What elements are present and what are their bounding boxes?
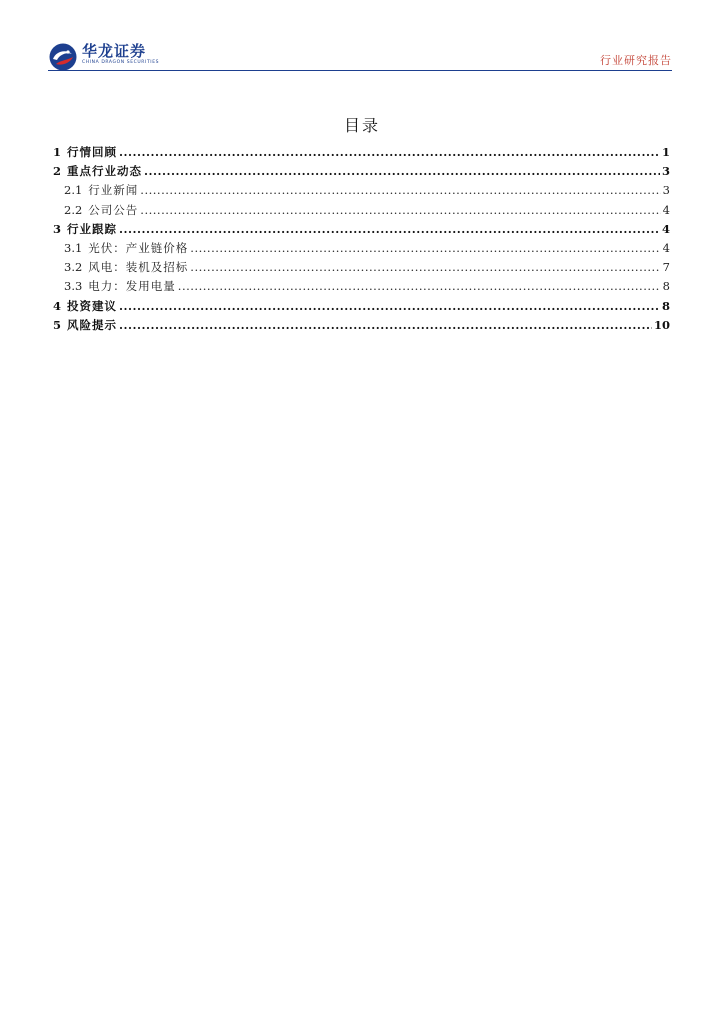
toc-entry-number: 5 [53, 317, 62, 332]
toc-dot-leader [119, 316, 652, 335]
toc-entry-label: 行业新闻 [88, 183, 139, 198]
toc-dot-leader [119, 143, 660, 162]
brand-logo [48, 42, 159, 72]
toc-entry-label: 光伏：产业链价格 [88, 240, 189, 255]
toc-entry-page: 3 [662, 183, 670, 198]
toc-dot-leader [178, 277, 661, 296]
toc-entry[interactable] [53, 143, 670, 162]
toc-entry[interactable] [53, 239, 670, 258]
toc-entry-number: 1 [53, 145, 62, 159]
toc-entry-page: 3 [661, 164, 670, 179]
toc-entry-page: 7 [662, 260, 670, 275]
toc-entry[interactable] [53, 220, 670, 239]
toc-entry-page: 8 [661, 298, 670, 313]
toc-dot-leader [119, 297, 660, 316]
toc-entry-label: 重点行业动态 [67, 164, 143, 179]
report-type-label: 行业研究报告 [600, 54, 672, 67]
toc-entry-number: 3.1 [64, 240, 83, 255]
toc-dot-leader [119, 220, 660, 239]
toc-entry-number: 3 [53, 221, 62, 236]
toc-entry-label: 电力：发用电量 [88, 279, 176, 294]
toc-entry[interactable] [53, 316, 670, 335]
toc-entry-label: 行情回顾 [67, 145, 118, 159]
toc-entry[interactable] [53, 201, 670, 220]
brand-name-en: CHINA DRAGON SECURITIES [82, 60, 160, 65]
table-of-contents [53, 143, 670, 335]
toc-entry-page: 1 [661, 145, 670, 159]
toc-entry[interactable] [53, 181, 670, 200]
toc-entry-page: 4 [661, 221, 670, 236]
toc-entry[interactable] [53, 162, 670, 181]
toc-entry[interactable] [53, 297, 670, 316]
toc-entry-number: 4 [53, 298, 62, 313]
toc-entry-label: 投资建议 [67, 298, 118, 313]
page-header [48, 40, 672, 74]
toc-entry-page: 4 [662, 240, 670, 255]
toc-entry-label: 行业跟踪 [67, 221, 118, 236]
toc-dot-leader [190, 258, 660, 277]
toc-entry-number: 2 [53, 164, 62, 179]
toc-entry[interactable] [53, 277, 670, 296]
toc-entry-label: 风险提示 [67, 317, 118, 332]
toc-entry-label: 风电：装机及招标 [88, 260, 189, 275]
dragon-logo-icon [48, 42, 78, 72]
toc-dot-leader [190, 239, 660, 258]
toc-dot-leader [144, 162, 660, 181]
toc-dot-leader [140, 181, 660, 200]
toc-entry-number: 3.3 [64, 279, 83, 294]
toc-entry-number: 2.1 [64, 183, 83, 198]
header-divider [48, 70, 672, 71]
toc-entry-number: 3.2 [64, 260, 83, 275]
toc-entry-label: 公司公告 [88, 202, 139, 217]
toc-entry-page: 10 [653, 317, 670, 332]
brand-name-cn: 华龙证券 [82, 42, 147, 60]
toc-entry-page: 8 [662, 279, 670, 294]
toc-entry-page: 4 [662, 202, 670, 217]
toc-dot-leader [140, 201, 660, 220]
toc-entry[interactable] [53, 258, 670, 277]
toc-title: 目录 [343, 116, 380, 135]
toc-entry-number: 2.2 [64, 202, 83, 217]
